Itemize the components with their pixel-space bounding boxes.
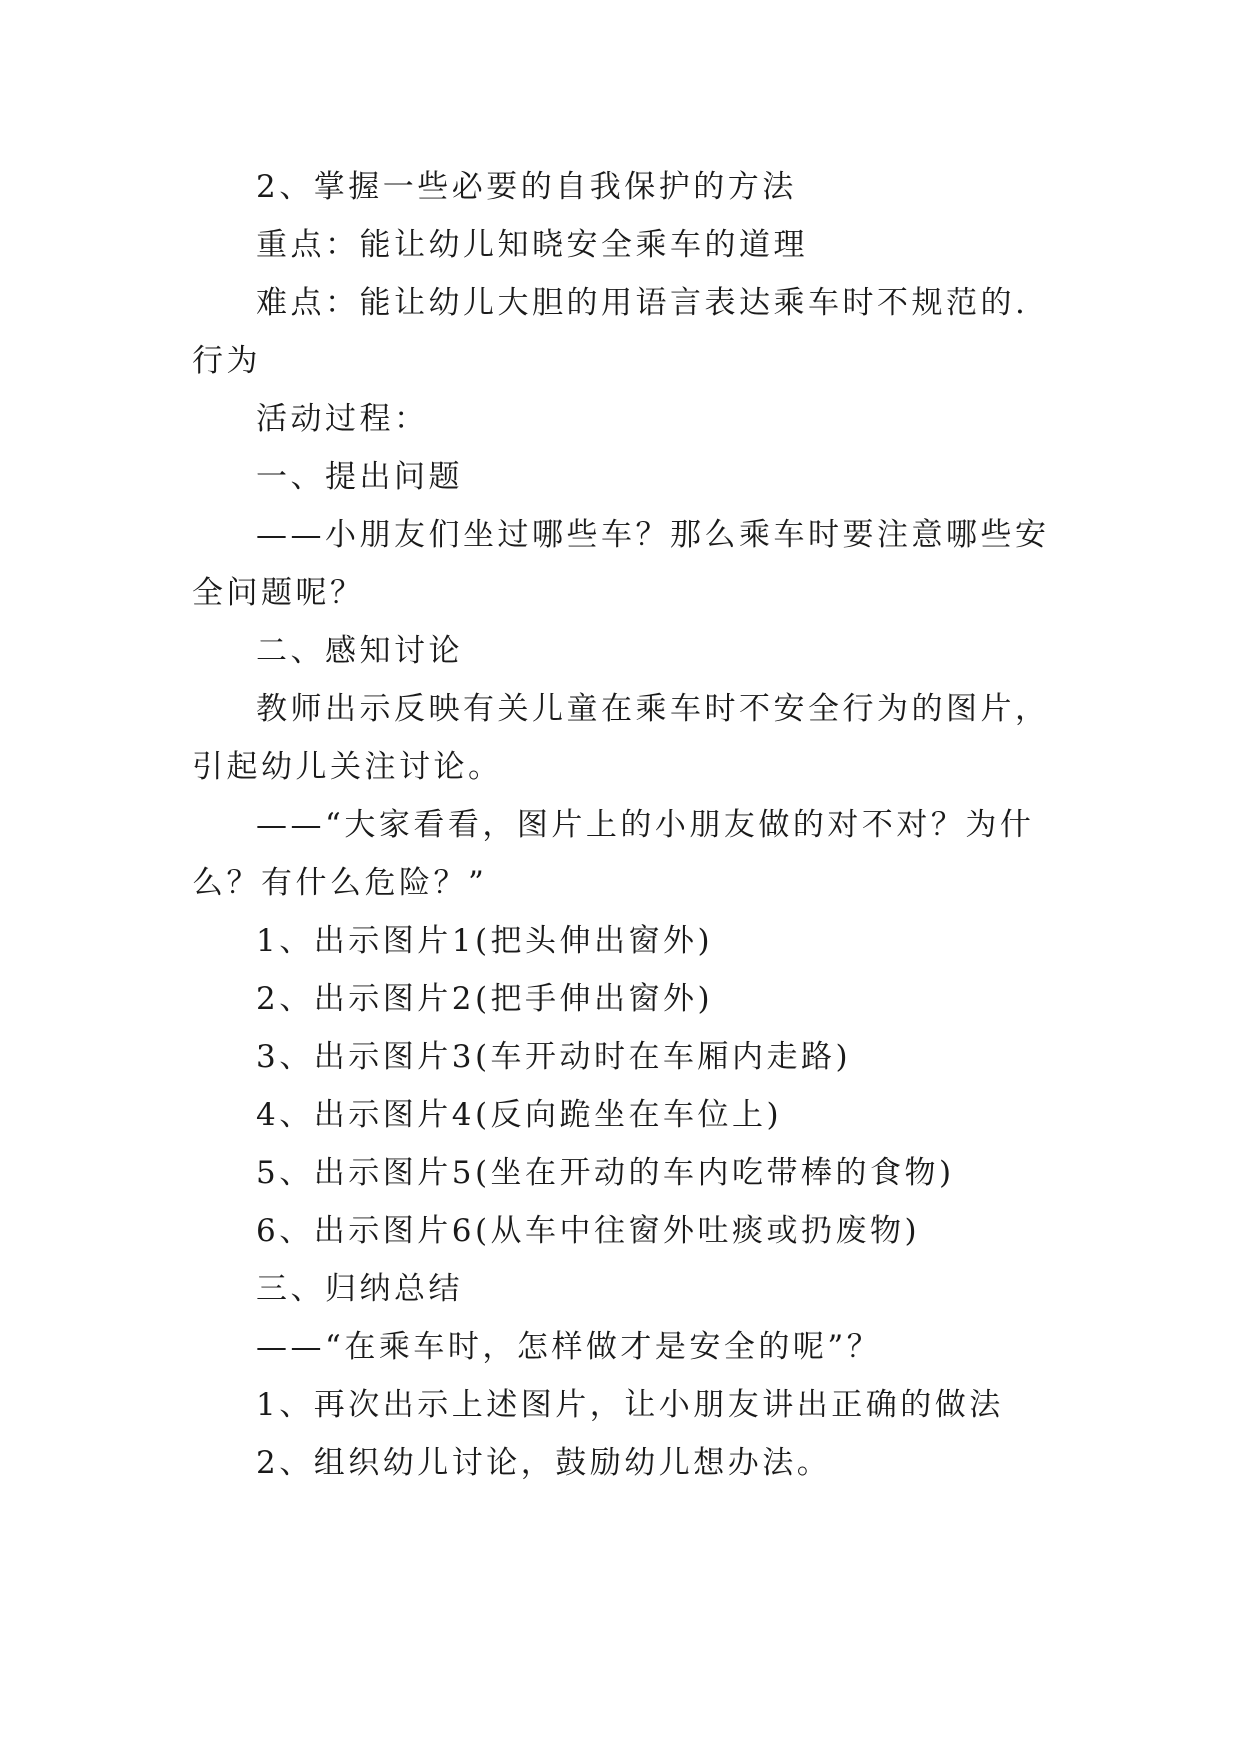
difficult-point: 难点：能让幼儿大胆的用语言表达乘车时不规范的.行为 [192, 285, 1029, 379]
section-1-heading: 一、提出问题 [256, 459, 463, 495]
activity-process-heading: 活动过程： [256, 401, 429, 437]
section-1-question: ——小朋友们坐过哪些车？那么乘车时要注意哪些安全问题呢？ [192, 517, 1050, 611]
summary-item-2: 2、组织幼儿讨论，鼓励幼儿想办法。 [256, 1445, 832, 1481]
picture-item-5: 5、出示图片5(坐在开动的车内吃带棒的食物) [256, 1155, 955, 1191]
picture-item-2: 2、出示图片2(把手伸出窗外) [256, 981, 714, 1017]
summary-item-1: 1、再次出示上述图片，让小朋友讲出正确的做法 [256, 1387, 1004, 1423]
picture-item-4: 4、出示图片4(反向跪坐在车位上) [256, 1097, 783, 1133]
document-body [192, 158, 1052, 1492]
key-point: 重点：能让幼儿知晓安全乘车的道理 [256, 227, 808, 263]
objective-2: 2、掌握一些必要的自我保护的方法 [256, 169, 797, 205]
section-2-intro: 教师出示反映有关儿童在乘车时不安全行为的图片，引起幼儿关注讨论。 [192, 691, 1050, 785]
section-2-question: ——“大家看看，图片上的小朋友做的对不对？为什么？有什么危险？” [192, 807, 1035, 901]
section-2-heading: 二、感知讨论 [256, 633, 463, 669]
picture-item-6: 6、出示图片6(从车中往窗外吐痰或扔废物) [256, 1213, 921, 1249]
picture-item-3: 3、出示图片3(车开动时在车厢内走路) [256, 1039, 852, 1075]
section-3-heading: 三、归纳总结 [256, 1271, 463, 1307]
section-3-question: ——“在乘车时，怎样做才是安全的呢”？ [256, 1329, 882, 1365]
picture-item-1: 1、出示图片1(把头伸出窗外) [256, 923, 714, 959]
